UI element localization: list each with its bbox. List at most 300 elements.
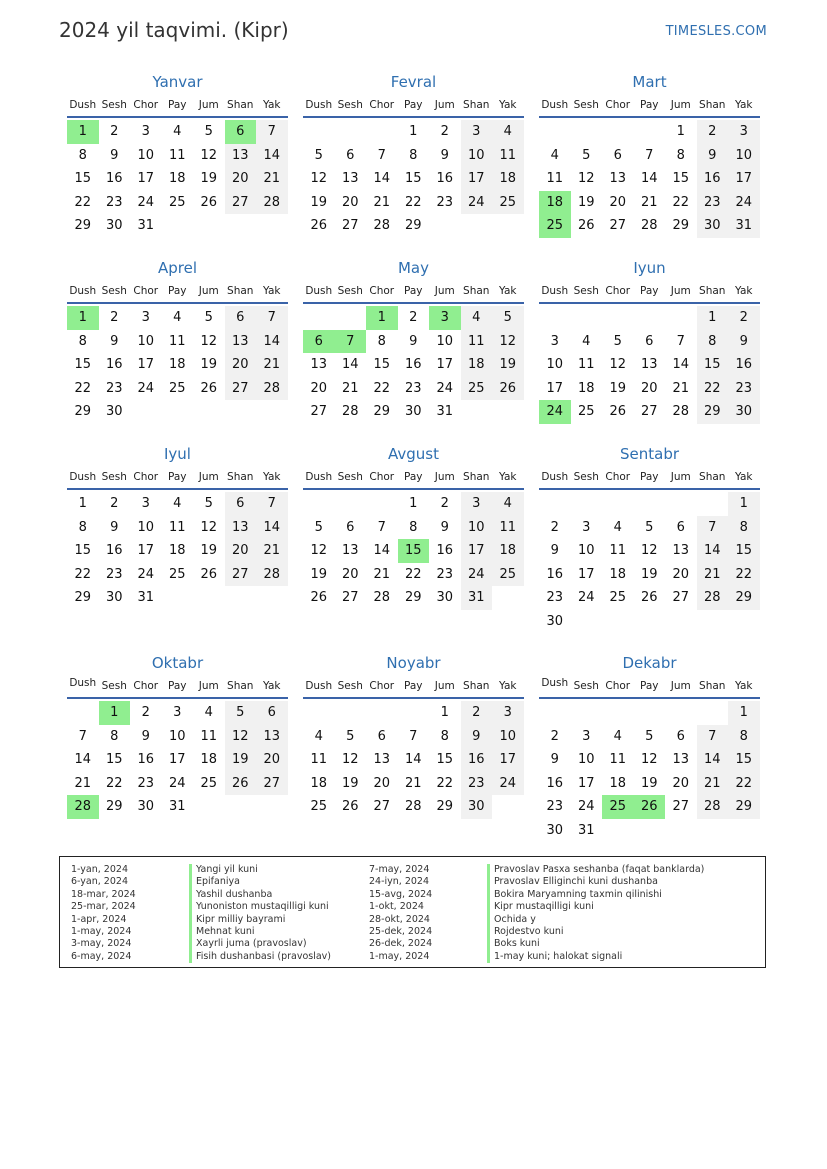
- weekday-label: Shan: [463, 471, 490, 483]
- month-calendar: [303, 72, 524, 258]
- legend-item: [71, 914, 411, 926]
- day-cell: 3: [550, 333, 559, 349]
- day-grid: [303, 120, 524, 238]
- weekday-label: Jum: [670, 471, 691, 483]
- weekday-label: Pay: [639, 285, 659, 297]
- day-cell: 20: [341, 194, 359, 210]
- day-cell: 9: [110, 333, 119, 349]
- day-cell: 3: [461, 492, 493, 516]
- day-cell: 8: [676, 147, 685, 163]
- legend-date: 25-dek, 2024: [369, 925, 433, 937]
- day-cell: 10: [137, 519, 155, 535]
- day-grid: [303, 306, 524, 424]
- day-cell: 14: [341, 357, 359, 373]
- day-cell: 8: [78, 519, 87, 535]
- day-cell: 5: [314, 519, 323, 535]
- weekday-label: Shan: [699, 680, 726, 692]
- day-cell: 7: [697, 516, 729, 540]
- day-cell: 5: [204, 496, 213, 511]
- day-cell: 4: [204, 705, 213, 720]
- holiday-day-cell: 24: [539, 400, 571, 424]
- empty-cell: [665, 306, 697, 330]
- day-cell: 8: [409, 519, 418, 535]
- month-name: Noyabr: [386, 654, 441, 672]
- day-cell: 8: [110, 728, 119, 744]
- day-cell: 28: [256, 191, 288, 215]
- weekday-label: Dush: [305, 471, 333, 483]
- weekday-label: Dush: [69, 677, 97, 689]
- day-grid: [539, 701, 760, 843]
- weekday-label: Shan: [227, 471, 254, 483]
- day-cell: 20: [225, 539, 257, 563]
- day-cell: 1: [78, 496, 87, 511]
- legend-holiday-name: Bokira Maryamning taxmin qilinishi: [487, 889, 662, 901]
- weekday-label: Dush: [541, 677, 569, 689]
- weekday-label: Shan: [463, 99, 490, 111]
- weekday-label: Jum: [670, 285, 691, 297]
- day-cell: 10: [546, 357, 564, 373]
- day-cell: 18: [168, 171, 186, 187]
- weekday-label: Chor: [369, 285, 395, 297]
- day-cell: 13: [310, 357, 328, 373]
- weekday-label: Sesh: [337, 471, 363, 483]
- day-cell: 28: [672, 404, 690, 420]
- day-cell: 22: [404, 194, 422, 210]
- day-cell: 25: [609, 590, 627, 606]
- legend-holiday-name: Yangi yil kuni: [189, 864, 258, 876]
- day-cell: 24: [728, 191, 760, 215]
- day-cell: 17: [546, 380, 564, 396]
- day-cell: 26: [341, 799, 359, 815]
- month-name: Fevral: [390, 73, 437, 91]
- day-cell: 8: [440, 728, 449, 744]
- day-grid: [67, 701, 288, 819]
- weekday-label: Pay: [167, 285, 187, 297]
- month-name: Dekabr: [622, 654, 677, 672]
- day-cell: 3: [141, 124, 150, 139]
- day-cell: 14: [697, 539, 729, 563]
- legend-holiday-name: Boks kuni: [487, 938, 540, 950]
- weekday-label: Chor: [133, 285, 159, 297]
- weekday-label: Yak: [499, 680, 517, 692]
- day-cell: 24: [492, 772, 524, 796]
- day-cell: 28: [697, 586, 729, 610]
- weekday-label: Chor: [133, 680, 159, 692]
- day-cell: 28: [373, 218, 391, 234]
- day-cell: 17: [577, 566, 595, 582]
- day-cell: 24: [137, 380, 155, 396]
- holiday-day-cell: 1: [366, 306, 398, 330]
- day-cell: 1: [676, 124, 685, 139]
- weekday-label: Jum: [434, 285, 455, 297]
- day-cell: 7: [256, 306, 288, 330]
- day-cell: 5: [492, 306, 524, 330]
- legend-item: [369, 926, 709, 938]
- legend-date: 7-may, 2024: [369, 864, 430, 875]
- day-cell: 23: [105, 380, 123, 396]
- day-cell: 23: [404, 380, 422, 396]
- brand-link[interactable]: TIMESLES.COM: [665, 24, 767, 39]
- weekday-label: Sesh: [573, 285, 599, 297]
- weekday-label: Pay: [167, 680, 187, 692]
- day-cell: 23: [546, 799, 564, 815]
- day-cell: 17: [137, 357, 155, 373]
- day-cell: 26: [200, 566, 218, 582]
- day-cell: 20: [341, 566, 359, 582]
- month-name: Sentabr: [619, 445, 680, 463]
- weekday-label: Sesh: [101, 471, 127, 483]
- day-cell: 19: [640, 566, 658, 582]
- day-cell: 11: [609, 752, 627, 768]
- day-cell: 23: [137, 775, 155, 791]
- day-cell: 2: [550, 728, 559, 744]
- day-cell: 27: [640, 404, 658, 420]
- day-cell: 12: [310, 171, 328, 187]
- day-cell: 14: [373, 171, 391, 187]
- holiday-day-cell: 6: [225, 120, 257, 144]
- day-cell: 29: [728, 586, 760, 610]
- legend-holiday-name: Kipr mustaqilligi kuni: [487, 901, 594, 913]
- weekday-label: Yak: [263, 99, 281, 111]
- month-calendar: [67, 72, 288, 258]
- month-calendar: [67, 653, 288, 839]
- day-cell: 13: [225, 144, 257, 168]
- day-cell: 21: [697, 563, 729, 587]
- empty-cell: [303, 701, 335, 725]
- weekday-header: [67, 675, 288, 699]
- day-cell: 7: [78, 728, 87, 744]
- day-cell: 30: [137, 799, 155, 815]
- day-cell: 27: [373, 799, 391, 815]
- legend-item: [369, 864, 709, 876]
- day-cell: 28: [256, 563, 288, 587]
- day-cell: 17: [137, 171, 155, 187]
- month-calendar: [539, 258, 760, 444]
- weekday-label: Sesh: [337, 285, 363, 297]
- legend-item: [369, 914, 709, 926]
- day-cell: 30: [728, 400, 760, 424]
- day-cell: 6: [645, 333, 654, 349]
- holiday-day-cell: 25: [539, 214, 571, 238]
- day-cell: 22: [728, 563, 760, 587]
- month-name: Iyul: [164, 445, 191, 463]
- day-cell: 12: [609, 357, 627, 373]
- weekday-label: Jum: [198, 99, 219, 111]
- day-cell: 15: [373, 357, 391, 373]
- day-cell: 3: [173, 705, 182, 720]
- holiday-day-cell: 1: [67, 306, 99, 330]
- weekday-label: Dush: [69, 471, 97, 483]
- day-cell: 17: [492, 748, 524, 772]
- day-cell: 27: [609, 218, 627, 234]
- day-cell: 9: [728, 330, 760, 354]
- legend-item: [369, 876, 709, 888]
- day-grid: [67, 306, 288, 424]
- weekday-label: Chor: [133, 471, 159, 483]
- day-cell: 21: [373, 566, 391, 582]
- day-cell: 5: [225, 701, 257, 725]
- day-cell: 29: [74, 218, 92, 234]
- day-cell: 19: [310, 194, 328, 210]
- day-cell: 30: [404, 404, 422, 420]
- legend-holiday-name: Epifaniya: [189, 876, 240, 888]
- day-cell: 14: [256, 330, 288, 354]
- empty-cell: [602, 701, 634, 725]
- empty-cell: [571, 701, 603, 725]
- weekday-label: Dush: [541, 285, 569, 297]
- month-calendar: [539, 653, 760, 839]
- empty-cell: [539, 306, 571, 330]
- legend-holiday-name: Pravoslav Pasxa seshanba (faqat banklarda): [487, 864, 704, 876]
- day-cell: 20: [609, 194, 627, 210]
- day-cell: 5: [346, 728, 355, 744]
- legend-date: 1-may, 2024: [71, 925, 132, 937]
- day-cell: 9: [550, 752, 559, 768]
- day-cell: 31: [728, 214, 760, 238]
- day-cell: 3: [728, 120, 760, 144]
- day-cell: 30: [105, 218, 123, 234]
- month-name: Avgust: [388, 445, 439, 463]
- day-cell: 16: [697, 167, 729, 191]
- day-cell: 17: [577, 775, 595, 791]
- empty-cell: [335, 120, 367, 144]
- day-cell: 21: [74, 775, 92, 791]
- weekday-header: [67, 94, 288, 118]
- day-cell: 28: [640, 218, 658, 234]
- weekday-label: Dush: [305, 680, 333, 692]
- day-cell: 22: [74, 566, 92, 582]
- day-cell: 15: [728, 539, 760, 563]
- legend-item: [71, 889, 411, 901]
- day-cell: 18: [200, 752, 218, 768]
- legend-item: [369, 889, 709, 901]
- day-cell: 6: [225, 492, 257, 516]
- weekday-label: Pay: [403, 285, 423, 297]
- legend-holiday-name: Xayrli juma (pravoslav): [189, 938, 307, 950]
- legend-item: [71, 864, 411, 876]
- day-cell: 22: [672, 194, 690, 210]
- day-cell: 2: [141, 705, 150, 720]
- day-cell: 20: [225, 353, 257, 377]
- day-cell: 13: [225, 516, 257, 540]
- day-cell: 6: [225, 306, 257, 330]
- day-cell: 11: [461, 330, 493, 354]
- day-cell: 17: [728, 167, 760, 191]
- day-cell: 13: [672, 543, 690, 559]
- day-cell: 2: [409, 310, 418, 325]
- month-name: Yanvar: [152, 73, 203, 91]
- holiday-day-cell: 26: [634, 795, 666, 819]
- empty-cell: [335, 306, 367, 330]
- weekday-label: Yak: [499, 285, 517, 297]
- day-cell: 2: [110, 124, 119, 139]
- empty-cell: [697, 492, 729, 516]
- weekday-label: Chor: [605, 99, 631, 111]
- day-cell: 1: [697, 306, 729, 330]
- day-cell: 9: [409, 333, 418, 349]
- day-cell: 7: [377, 147, 386, 163]
- weekday-header: [303, 466, 524, 490]
- day-cell: 9: [440, 519, 449, 535]
- weekday-label: Shan: [227, 285, 254, 297]
- weekday-label: Shan: [463, 285, 490, 297]
- day-cell: 19: [200, 543, 218, 559]
- weekday-label: Yak: [263, 471, 281, 483]
- month-calendar: [67, 444, 288, 653]
- legend-date: 6-may, 2024: [71, 950, 132, 962]
- day-cell: 9: [697, 144, 729, 168]
- day-cell: 24: [577, 590, 595, 606]
- day-cell: 29: [672, 218, 690, 234]
- legend-date: 1-okt, 2024: [369, 901, 424, 913]
- day-cell: 25: [310, 799, 328, 815]
- day-cell: 9: [110, 147, 119, 163]
- day-cell: 24: [461, 191, 493, 215]
- month-calendar: [303, 653, 524, 839]
- day-cell: 25: [492, 563, 524, 587]
- day-cell: 31: [137, 590, 155, 606]
- day-cell: 30: [105, 404, 123, 420]
- day-cell: 8: [728, 516, 760, 540]
- day-cell: 11: [609, 543, 627, 559]
- weekday-label: Dush: [541, 471, 569, 483]
- weekday-label: Sesh: [573, 471, 599, 483]
- weekday-label: Dush: [69, 285, 97, 297]
- day-cell: 11: [200, 728, 218, 744]
- weekday-label: Sesh: [337, 99, 363, 111]
- day-cell: 30: [546, 613, 564, 629]
- day-cell: 22: [74, 380, 92, 396]
- day-cell: 4: [550, 147, 559, 163]
- month-calendar: [539, 444, 760, 653]
- day-cell: 27: [672, 590, 690, 606]
- legend-date: 15-avg, 2024: [369, 888, 433, 900]
- legend-holiday-name: Kipr milliy bayrami: [189, 914, 285, 926]
- empty-cell: [665, 492, 697, 516]
- empty-cell: [697, 701, 729, 725]
- day-cell: 3: [141, 496, 150, 511]
- day-grid: [67, 492, 288, 610]
- day-cell: 26: [492, 377, 524, 401]
- day-cell: 4: [613, 728, 622, 744]
- day-cell: 27: [341, 590, 359, 606]
- legend-item: [71, 938, 411, 950]
- weekday-label: Chor: [369, 471, 395, 483]
- day-cell: 17: [137, 543, 155, 559]
- day-cell: 21: [640, 194, 658, 210]
- day-grid: [303, 492, 524, 610]
- day-cell: 2: [440, 124, 449, 139]
- day-grid: [539, 120, 760, 238]
- legend-date: 24-iyn, 2024: [369, 876, 430, 888]
- day-cell: 10: [461, 516, 493, 540]
- day-cell: 1: [409, 496, 418, 511]
- day-cell: 16: [461, 748, 493, 772]
- day-cell: 6: [346, 519, 355, 535]
- day-cell: 26: [200, 194, 218, 210]
- month-calendar: [303, 258, 524, 444]
- day-cell: 14: [404, 752, 422, 768]
- day-cell: 25: [577, 404, 595, 420]
- day-cell: 18: [310, 775, 328, 791]
- day-cell: 10: [492, 725, 524, 749]
- day-cell: 10: [137, 147, 155, 163]
- weekday-header: [539, 94, 760, 118]
- day-cell: 19: [609, 380, 627, 396]
- weekday-label: Shan: [227, 680, 254, 692]
- day-cell: 6: [377, 728, 386, 744]
- day-cell: 16: [546, 775, 564, 791]
- legend-date: 6-yan, 2024: [71, 876, 128, 888]
- day-cell: 6: [676, 519, 685, 535]
- day-cell: 22: [105, 775, 123, 791]
- day-cell: 20: [310, 380, 328, 396]
- day-cell: 24: [168, 775, 186, 791]
- day-cell: 15: [697, 353, 729, 377]
- legend-date: 3-may, 2024: [71, 938, 132, 950]
- day-cell: 13: [609, 171, 627, 187]
- day-cell: 2: [697, 120, 729, 144]
- empty-cell: [335, 701, 367, 725]
- day-cell: 3: [582, 519, 591, 535]
- day-cell: 25: [168, 380, 186, 396]
- day-cell: 19: [577, 194, 595, 210]
- weekday-label: Sesh: [101, 99, 127, 111]
- day-cell: 26: [310, 218, 328, 234]
- day-cell: 3: [582, 728, 591, 744]
- day-cell: 21: [672, 380, 690, 396]
- day-cell: 29: [74, 590, 92, 606]
- day-cell: 23: [728, 377, 760, 401]
- day-cell: 29: [436, 799, 454, 815]
- weekday-label: Yak: [735, 471, 753, 483]
- day-cell: 1: [409, 124, 418, 139]
- day-cell: 23: [546, 590, 564, 606]
- day-cell: 16: [105, 543, 123, 559]
- day-cell: 21: [256, 353, 288, 377]
- weekday-label: Chor: [605, 680, 631, 692]
- legend-holiday-name: Fisih dushanbasi (pravoslav): [189, 951, 331, 963]
- day-cell: 19: [225, 748, 257, 772]
- day-cell: 17: [461, 539, 493, 563]
- holiday-day-cell: 1: [67, 120, 99, 144]
- day-cell: 5: [645, 519, 654, 535]
- day-cell: 6: [613, 147, 622, 163]
- month-name: Oktabr: [151, 654, 204, 672]
- day-cell: 17: [436, 357, 454, 373]
- legend-item: [71, 876, 411, 888]
- holiday-legend: [59, 856, 766, 968]
- weekday-header: [539, 675, 760, 699]
- day-cell: 29: [105, 799, 123, 815]
- day-cell: 11: [168, 147, 186, 163]
- day-cell: 13: [341, 543, 359, 559]
- weekday-label: Yak: [263, 680, 281, 692]
- day-cell: 25: [492, 191, 524, 215]
- weekday-label: Dush: [69, 99, 97, 111]
- legend-item: [71, 926, 411, 938]
- day-cell: 24: [461, 563, 493, 587]
- day-cell: 14: [373, 543, 391, 559]
- holiday-day-cell: 6: [303, 330, 335, 354]
- day-cell: 10: [461, 144, 493, 168]
- weekday-label: Yak: [735, 285, 753, 297]
- weekday-label: Dush: [305, 99, 333, 111]
- day-cell: 11: [492, 144, 524, 168]
- day-cell: 11: [546, 171, 564, 187]
- day-cell: 12: [310, 543, 328, 559]
- day-cell: 12: [640, 752, 658, 768]
